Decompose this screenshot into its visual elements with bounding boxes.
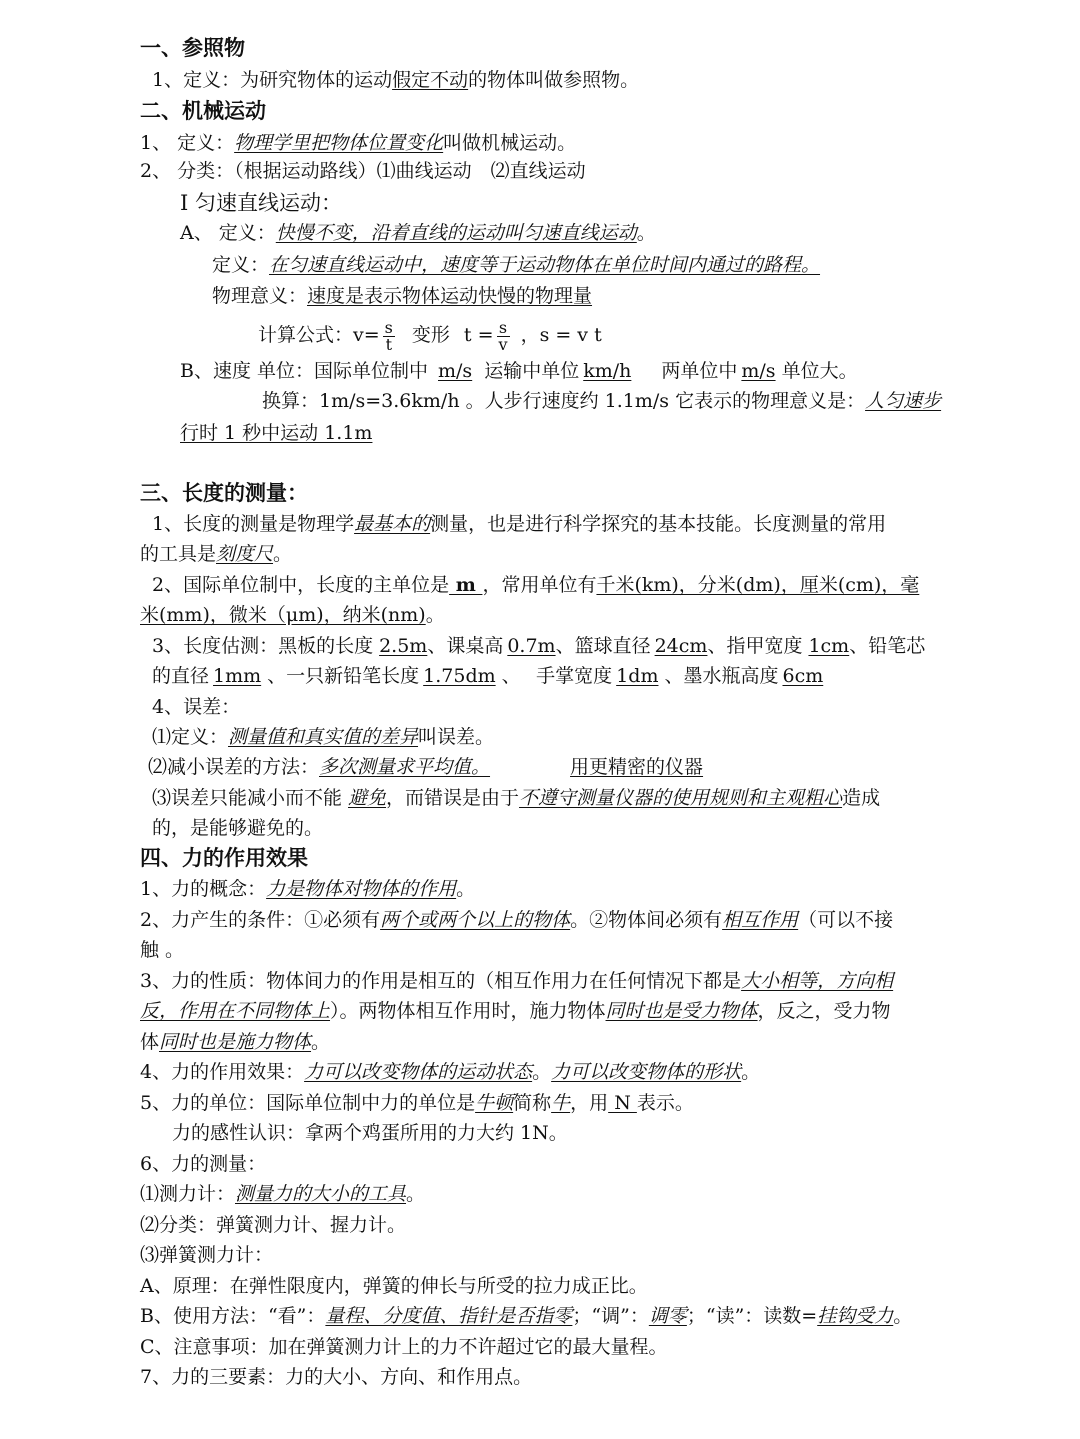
section-2-line-6: 物理意义：速度是表示物体运动快慢的物理量 (212, 285, 593, 307)
section-3-line-9: ⑵减小误差的方法：多次测量求平均值。 用更精密的仪器 (148, 756, 704, 778)
fraction-s-over-t: $\frac{s}{t}$ (384, 317, 393, 354)
section-4-line-16: C、注意事项：加在弹簧测力计上的力不许超过它的最大量程。 (140, 1336, 668, 1358)
speed-conversion-line: 换算：1m/s=3.6km/h 。人步行速度约 1.1m/s 它表示的物理意义是：人匀速步 (262, 390, 942, 412)
section-4-line-11: ⑴测力计：测量力的大小的工具。 (140, 1183, 426, 1205)
section-3-line-7: 4、误差： (152, 696, 241, 718)
section-2-line-2: 2、 分类：（根据运动路线）⑴曲线运动 ⑵直线运动 (140, 160, 586, 182)
section-4-line-15: B、使用方法：“看”：量程、分度值、指针是否指零；“调”：调零；“读”：读数=挂钩受力。 (140, 1305, 913, 1327)
section-3-line-8: ⑴定义：测量值和真实值的差异叫误差。 (152, 726, 495, 748)
velocity-formula: 计算公式：v= $\frac{s}{t}$ 变形 t = $\frac{s}{v}$ ，s = v t (258, 317, 602, 354)
section-4-line-7: 4、力的作用效果：力可以改变物体的运动状态。力可以改变物体的形状。 (140, 1061, 761, 1083)
section-3-line-11: 的，是能够避免的。 (152, 817, 324, 839)
section-2-title: 二、机械运动 (140, 99, 266, 123)
section-4-line-2: 2、力产生的条件：①必须有两个或两个以上的物体。②物体间必须有相互作用（可以不接 (140, 909, 894, 931)
fraction-s-over-v: $\frac{s}{v}$ (498, 317, 508, 354)
section-3-line-6: 的直径 1mm 、一只新铅笔长度 1.75dm 、 手掌宽度 1dm 、墨水瓶高度 6cm (152, 665, 824, 687)
section-1-title: 一、参照物 (140, 36, 245, 60)
section-1-line-1: 1、定义：为研究物体的运动假定不动的物体叫做参照物。 (152, 69, 640, 91)
section-3-line-3: 2、国际单位制中，长度的主单位是 m ，常用单位有千米(km)，分米(dm)，厘米(cm)，毫 (152, 574, 920, 596)
speed-conversion-line-2: 行时 1 秒中运动 1.1m (180, 422, 373, 444)
section-4-line-12: ⑵分类：弹簧测力计、握力计。 (140, 1214, 407, 1236)
section-3-line-1: 1、长度的测量是物理学最基本的测量，也是进行科学探究的基本技能。长度测量的常用 (152, 513, 887, 535)
section-2-line-5: 定义：在匀速直线运动中，速度等于运动物体在单位时间内通过的路程。 (212, 254, 821, 276)
section-4-line-6: 体同时也是施力物体。 (140, 1031, 331, 1053)
section-3-line-2: 的工具是刻度尺。 (140, 543, 293, 565)
section-4-line-1: 1、力的概念：力是物体对物体的作用。 (140, 878, 476, 900)
section-3-line-10: ⑶误差只能减小而不能 避免，而错误是由于不遵守测量仪器的使用规则和主观粗心造成 (152, 787, 881, 809)
section-4-line-3: 触 。 (140, 939, 185, 961)
section-3-line-4: 米(mm)，微米（μm)，纳米(nm)。 (140, 604, 445, 626)
section-3-line-5: 3、长度估测：黑板的长度 2.5m、课桌高 0.7m、篮球直径 24cm、指甲宽度 1cm、铅笔芯 (152, 635, 926, 657)
section-4-line-13: ⑶弹簧测力计： (140, 1244, 274, 1266)
section-4-line-9: 力的感性认识：拿两个鸡蛋所用的力大约 1N。 (172, 1122, 568, 1144)
speed-unit-line: B、速度 单位：国际单位制中 m/s 运输中单位 km/h 两单位中 m/s 单位大。 (180, 360, 858, 382)
section-2-line-4: A、 定义：快慢不变，沿着直线的运动叫匀速直线运动。 (180, 222, 656, 244)
section-4-title: 四、力的作用效果 (140, 846, 308, 870)
section-2-line-3: Ⅰ 匀速直线运动： (180, 191, 342, 215)
section-2-line-1: 1、 定义：物理学里把物体位置变化叫做机械运动。 (140, 132, 577, 154)
section-3-title: 三、长度的测量： (140, 481, 308, 505)
section-4-line-4: 3、力的性质：物体间力的作用是相互的（相互作用力在任何情况下都是大小相等，方向相 (140, 970, 894, 992)
section-4-line-10: 6、力的测量： (140, 1153, 267, 1175)
section-4-line-5: 反，作用在不同物体上）。两物体相互作用时，施力物体同时也是受力物体，反之，受力物 (140, 1000, 891, 1022)
section-4-line-14: A、原理：在弹性限度内，弹簧的伸长与所受的拉力成正比。 (140, 1275, 648, 1297)
section-4-line-17: 7、力的三要素：力的大小、方向、和作用点。 (140, 1366, 533, 1388)
section-4-line-8: 5、力的单位：国际单位制中力的单位是牛顿简称牛，用 N 表示。 (140, 1092, 694, 1114)
